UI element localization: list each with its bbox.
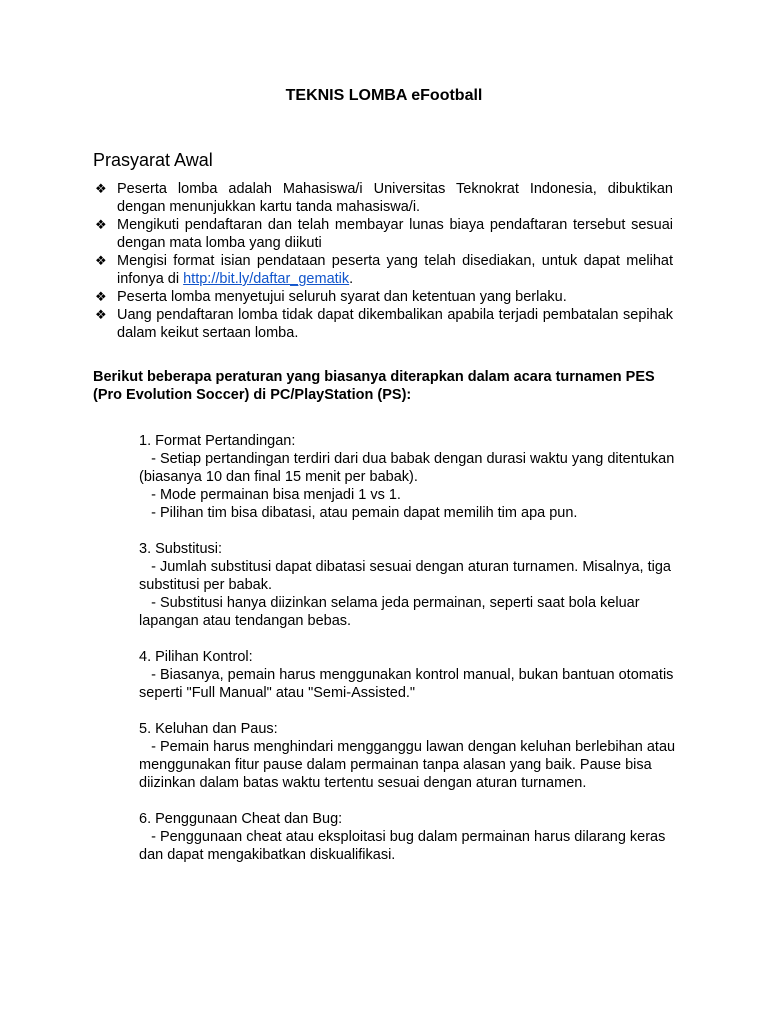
bullet-diamond-icon: ❖ xyxy=(95,181,107,196)
rule-section-heading: 5. Keluhan dan Paus: xyxy=(139,721,278,737)
requirement-item xyxy=(93,288,673,306)
requirement-item xyxy=(93,306,673,342)
rule-line: - Pemain harus menghindari mengganggu lawan dengan keluhan berlebihan atau menggunakan fitur pause dalam permainan tanpa alasan yang baik. Pause bisa diizinkan dalam batas waktu tertentu sesuai dengan aturan turnamen. xyxy=(139,739,680,791)
rule-section-heading: 4. Pilihan Kontrol: xyxy=(139,649,253,665)
rules-list xyxy=(139,432,679,882)
bullet-diamond-icon: ❖ xyxy=(95,307,107,322)
requirement-text: Peserta lomba adalah Mahasiswa/i Universitas Teknokrat Indonesia, dibuktikan dengan menunjukkan kartu tanda mahasiswa/i. xyxy=(117,181,673,215)
requirement-text: Mengisi format isian pendataan peserta yang telah disediakan, untuk dapat melihat infonya di xyxy=(117,253,673,287)
rule-section-heading: 6. Penggunaan Cheat dan Bug: xyxy=(139,811,343,827)
rule-section xyxy=(139,540,679,630)
rule-section-heading: 1. Format Pertandingan: xyxy=(139,433,296,449)
rule-line: - Setiap pertandingan terdiri dari dua babak dengan durasi waktu yang ditentukan (biasanya 10 dan final 15 menit per babak). xyxy=(139,451,679,485)
rule-line: - Pilihan tim bisa dibatasi, atau pemain dapat memilih tim apa pun. xyxy=(139,505,578,521)
requirement-item xyxy=(93,216,673,252)
rule-section xyxy=(139,432,679,522)
rule-line: - Substitusi hanya diizinkan selama jeda permainan, seperti saat bola keluar lapangan atau tendangan bebas. xyxy=(139,595,644,629)
requirement-item xyxy=(93,180,673,216)
requirement-item xyxy=(93,252,673,288)
document-title: TEKNIS LOMBA eFootball xyxy=(285,87,483,104)
bullet-diamond-icon: ❖ xyxy=(95,217,107,232)
rule-line: - Jumlah substitusi dapat dibatasi sesuai dengan aturan turnamen. Misalnya, tiga substitusi per babak. xyxy=(139,559,676,593)
rule-section xyxy=(139,648,679,702)
rules-intro: Berikut beberapa peraturan yang biasanya diterapkan dalam acara turnamen PES (Pro Evolution Soccer) di PC/PlayStation (PS): xyxy=(93,369,655,403)
requirements-list xyxy=(93,180,673,342)
registration-link[interactable]: http://bit.ly/daftar_gematik xyxy=(183,271,350,287)
requirement-text-end: . xyxy=(349,271,354,287)
requirement-text: Mengikuti pendaftaran dan telah membayar lunas biaya pendaftaran tersebut sesuai dengan mata lomba yang diikuti xyxy=(117,217,673,251)
bullet-diamond-icon: ❖ xyxy=(95,253,107,268)
rule-line: - Biasanya, pemain harus menggunakan kontrol manual, bukan bantuan otomatis seperti "Full Manual" atau "Semi-Assisted." xyxy=(139,667,678,701)
section-heading-prasyarat: Prasyarat Awal xyxy=(93,150,213,170)
requirement-text: Peserta lomba menyetujui seluruh syarat dan ketentuan yang berlaku. xyxy=(117,289,567,305)
bullet-diamond-icon: ❖ xyxy=(95,289,107,304)
rule-line: - Penggunaan cheat atau eksploitasi bug dalam permainan harus dilarang keras dan dapat mengakibatkan diskualifikasi. xyxy=(139,829,670,863)
rule-section xyxy=(139,810,679,864)
rule-section-heading: 3. Substitusi: xyxy=(139,541,223,557)
rule-line: - Mode permainan bisa menjadi 1 vs 1. xyxy=(139,487,401,503)
requirement-text: Uang pendaftaran lomba tidak dapat dikembalikan apabila terjadi pembatalan sepihak dalam keikut sertaan lomba. xyxy=(117,307,673,341)
rule-section xyxy=(139,720,679,792)
